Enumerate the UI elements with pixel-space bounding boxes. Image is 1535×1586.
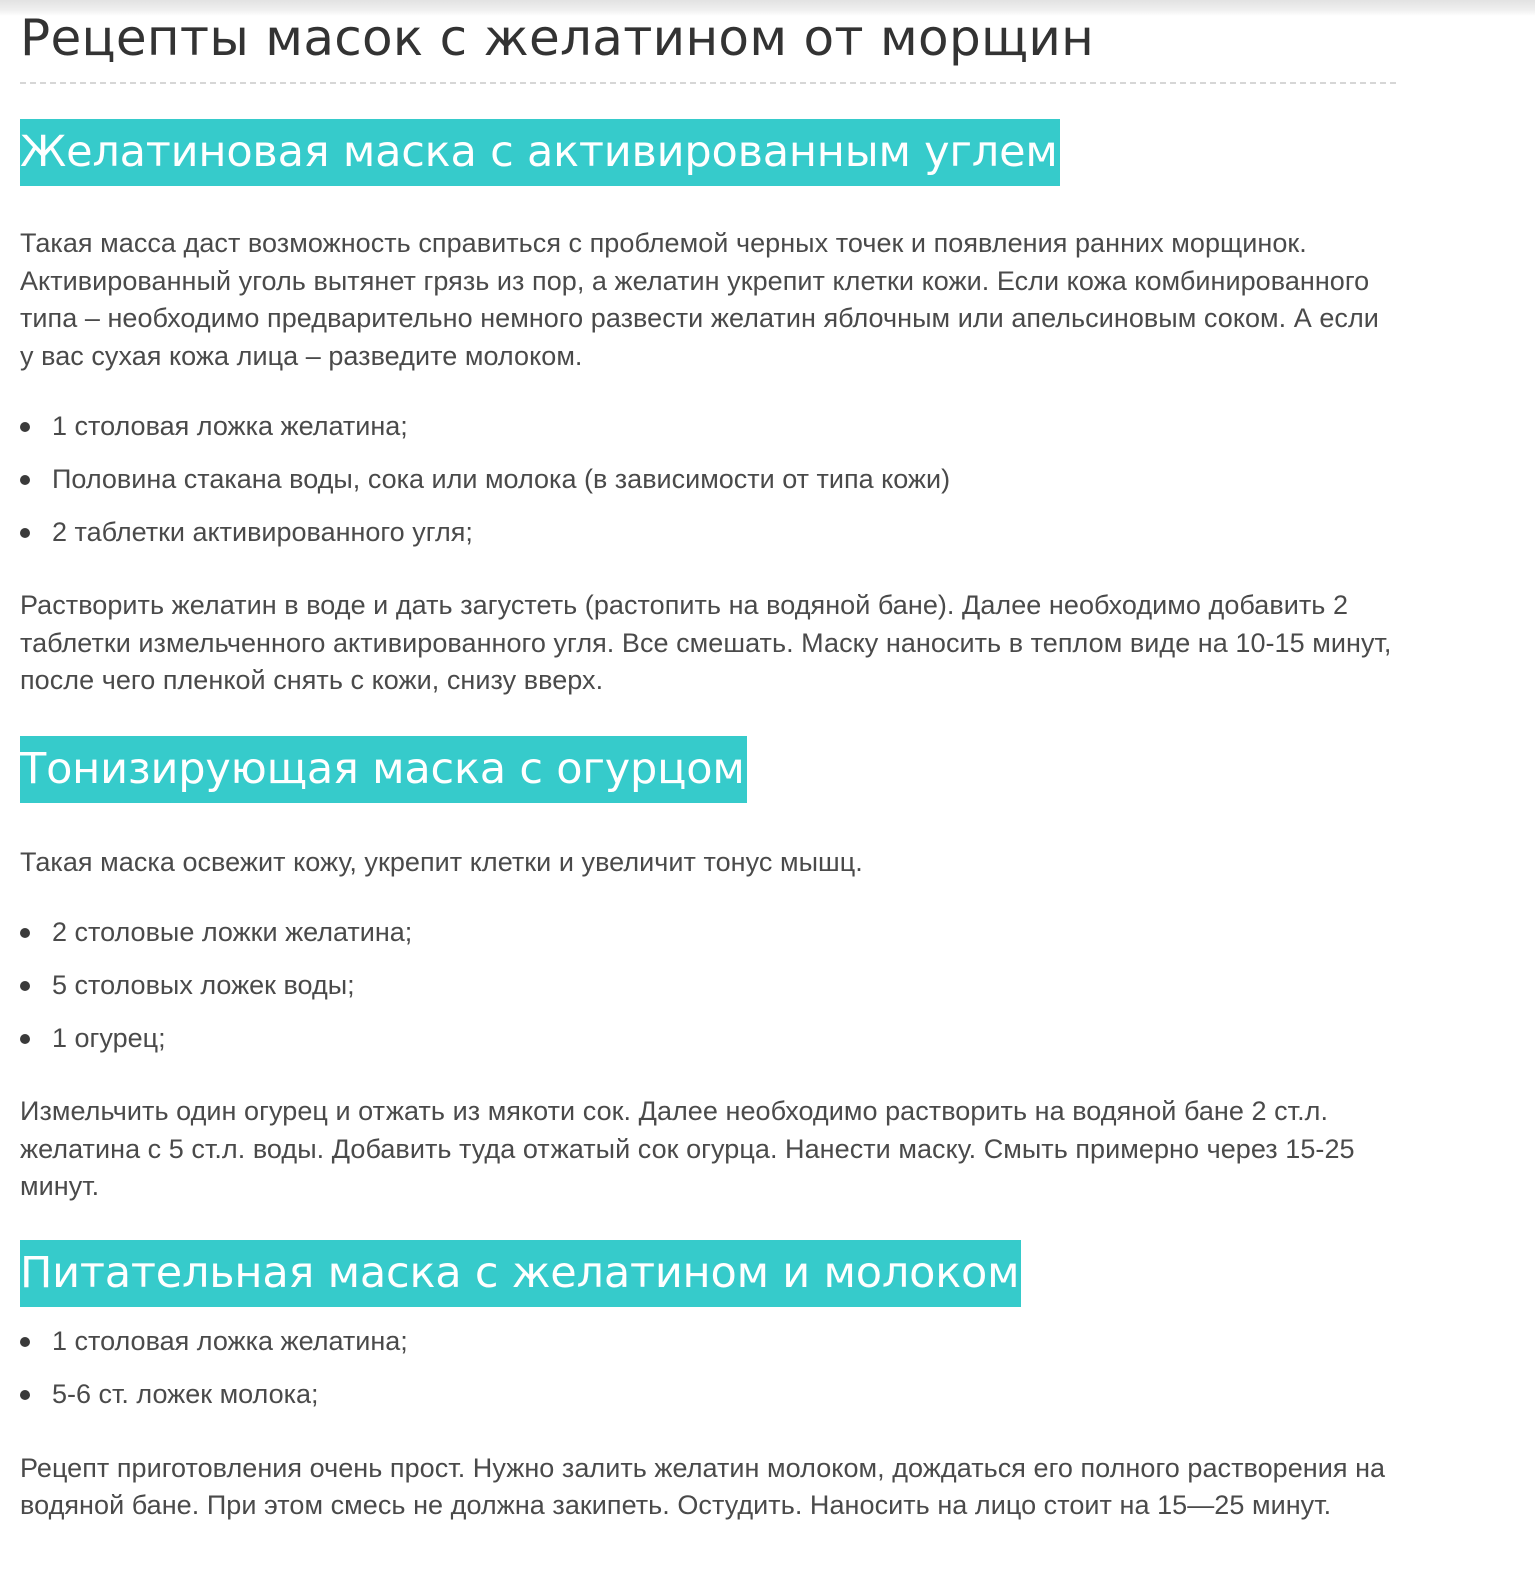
bullet-icon (20, 928, 30, 938)
ingredients-list (20, 1323, 1400, 1413)
section-intro: Такая маска освежит кожу, укрепит клетки и увеличит тонус мышц. (20, 846, 863, 877)
bullet-icon (20, 475, 30, 485)
section-heading: Питательная маска с желатином и молоком (20, 1240, 1021, 1307)
ingredient-text: 2 таблетки активированного угля; (52, 517, 473, 547)
list-item (20, 967, 1400, 1004)
section-intro: Такая масса даст возможность справиться с проблемой черных точек и появления ранних морщинок. Активированный уголь вытянет грязь из пор, а желатин укрепит клетки кожи. Если кожа комбинированного типа – необходимо предварительно немного развести желатин яблочным или апельсиновым соком. А если у вас сухая кожа лица – разведите молоком. (20, 228, 1379, 371)
list-item (20, 408, 1400, 445)
recipe-section-charcoal (20, 84, 1400, 700)
ingredient-text: 1 огурец; (52, 1023, 166, 1053)
list-item (20, 514, 1400, 551)
list-item (20, 914, 1400, 951)
list-item (20, 461, 1400, 498)
list-item (20, 1376, 1400, 1413)
ingredients-list (20, 408, 1400, 551)
section-method: Растворить желатин в воде и дать загустеть (растопить на водяной бане). Далее необходимо добавить 2 таблетки измельченного активированного угля. Все смешать. Маску наносить в теплом виде на 10-15 минут, после чего пленкой снять с кожи, снизу вверх. (20, 590, 1392, 695)
section-method: Измельчить один огурец и отжать из мякоти сок. Далее необходимо растворить на водяной бане 2 ст.л. желатина с 5 ст.л. воды. Добавить туда отжатый сок огурца. Нанести маску. Смыть примерно через 15-25 минут. (20, 1096, 1355, 1201)
list-item (20, 1020, 1400, 1057)
recipe-section-cucumber (20, 700, 1400, 1206)
ingredients-list (20, 914, 1400, 1057)
ingredient-text: 1 столовая ложка желатина; (52, 1325, 408, 1356)
ingredient-text: 5-6 ст. ложек молока; (52, 1378, 319, 1409)
bullet-icon (20, 981, 30, 991)
bullet-icon (20, 1034, 30, 1044)
ingredient-text: 1 столовая ложка желатина; (52, 411, 408, 441)
page-title: Рецепты масок с желатином от морщин (20, 9, 1095, 67)
section-heading: Желатиновая маска с активированным углем (20, 119, 1060, 186)
list-item (20, 1323, 1400, 1360)
bullet-icon (20, 1337, 30, 1347)
ingredient-text: 5 столовых ложек воды; (52, 970, 355, 1000)
section-method: Рецепт приготовления очень прост. Нужно залить желатин молоком, дождаться его полного растворения на водяной бане. При этом смесь не должна закипеть. Остудить. Наносить на лицо стоит на 15—25 минут. (20, 1452, 1386, 1520)
recipe-section-milk (20, 1206, 1400, 1525)
ingredient-text: 2 столовые ложки желатина; (52, 917, 413, 947)
bullet-icon (20, 528, 30, 538)
ingredient-text: Половина стакана воды, сока или молока (в зависимости от типа кожи) (52, 464, 951, 494)
bullet-icon (20, 422, 30, 432)
bullet-icon (20, 1390, 30, 1400)
section-heading: Тонизирующая маска с огурцом (20, 736, 747, 803)
article (20, 0, 1400, 1525)
